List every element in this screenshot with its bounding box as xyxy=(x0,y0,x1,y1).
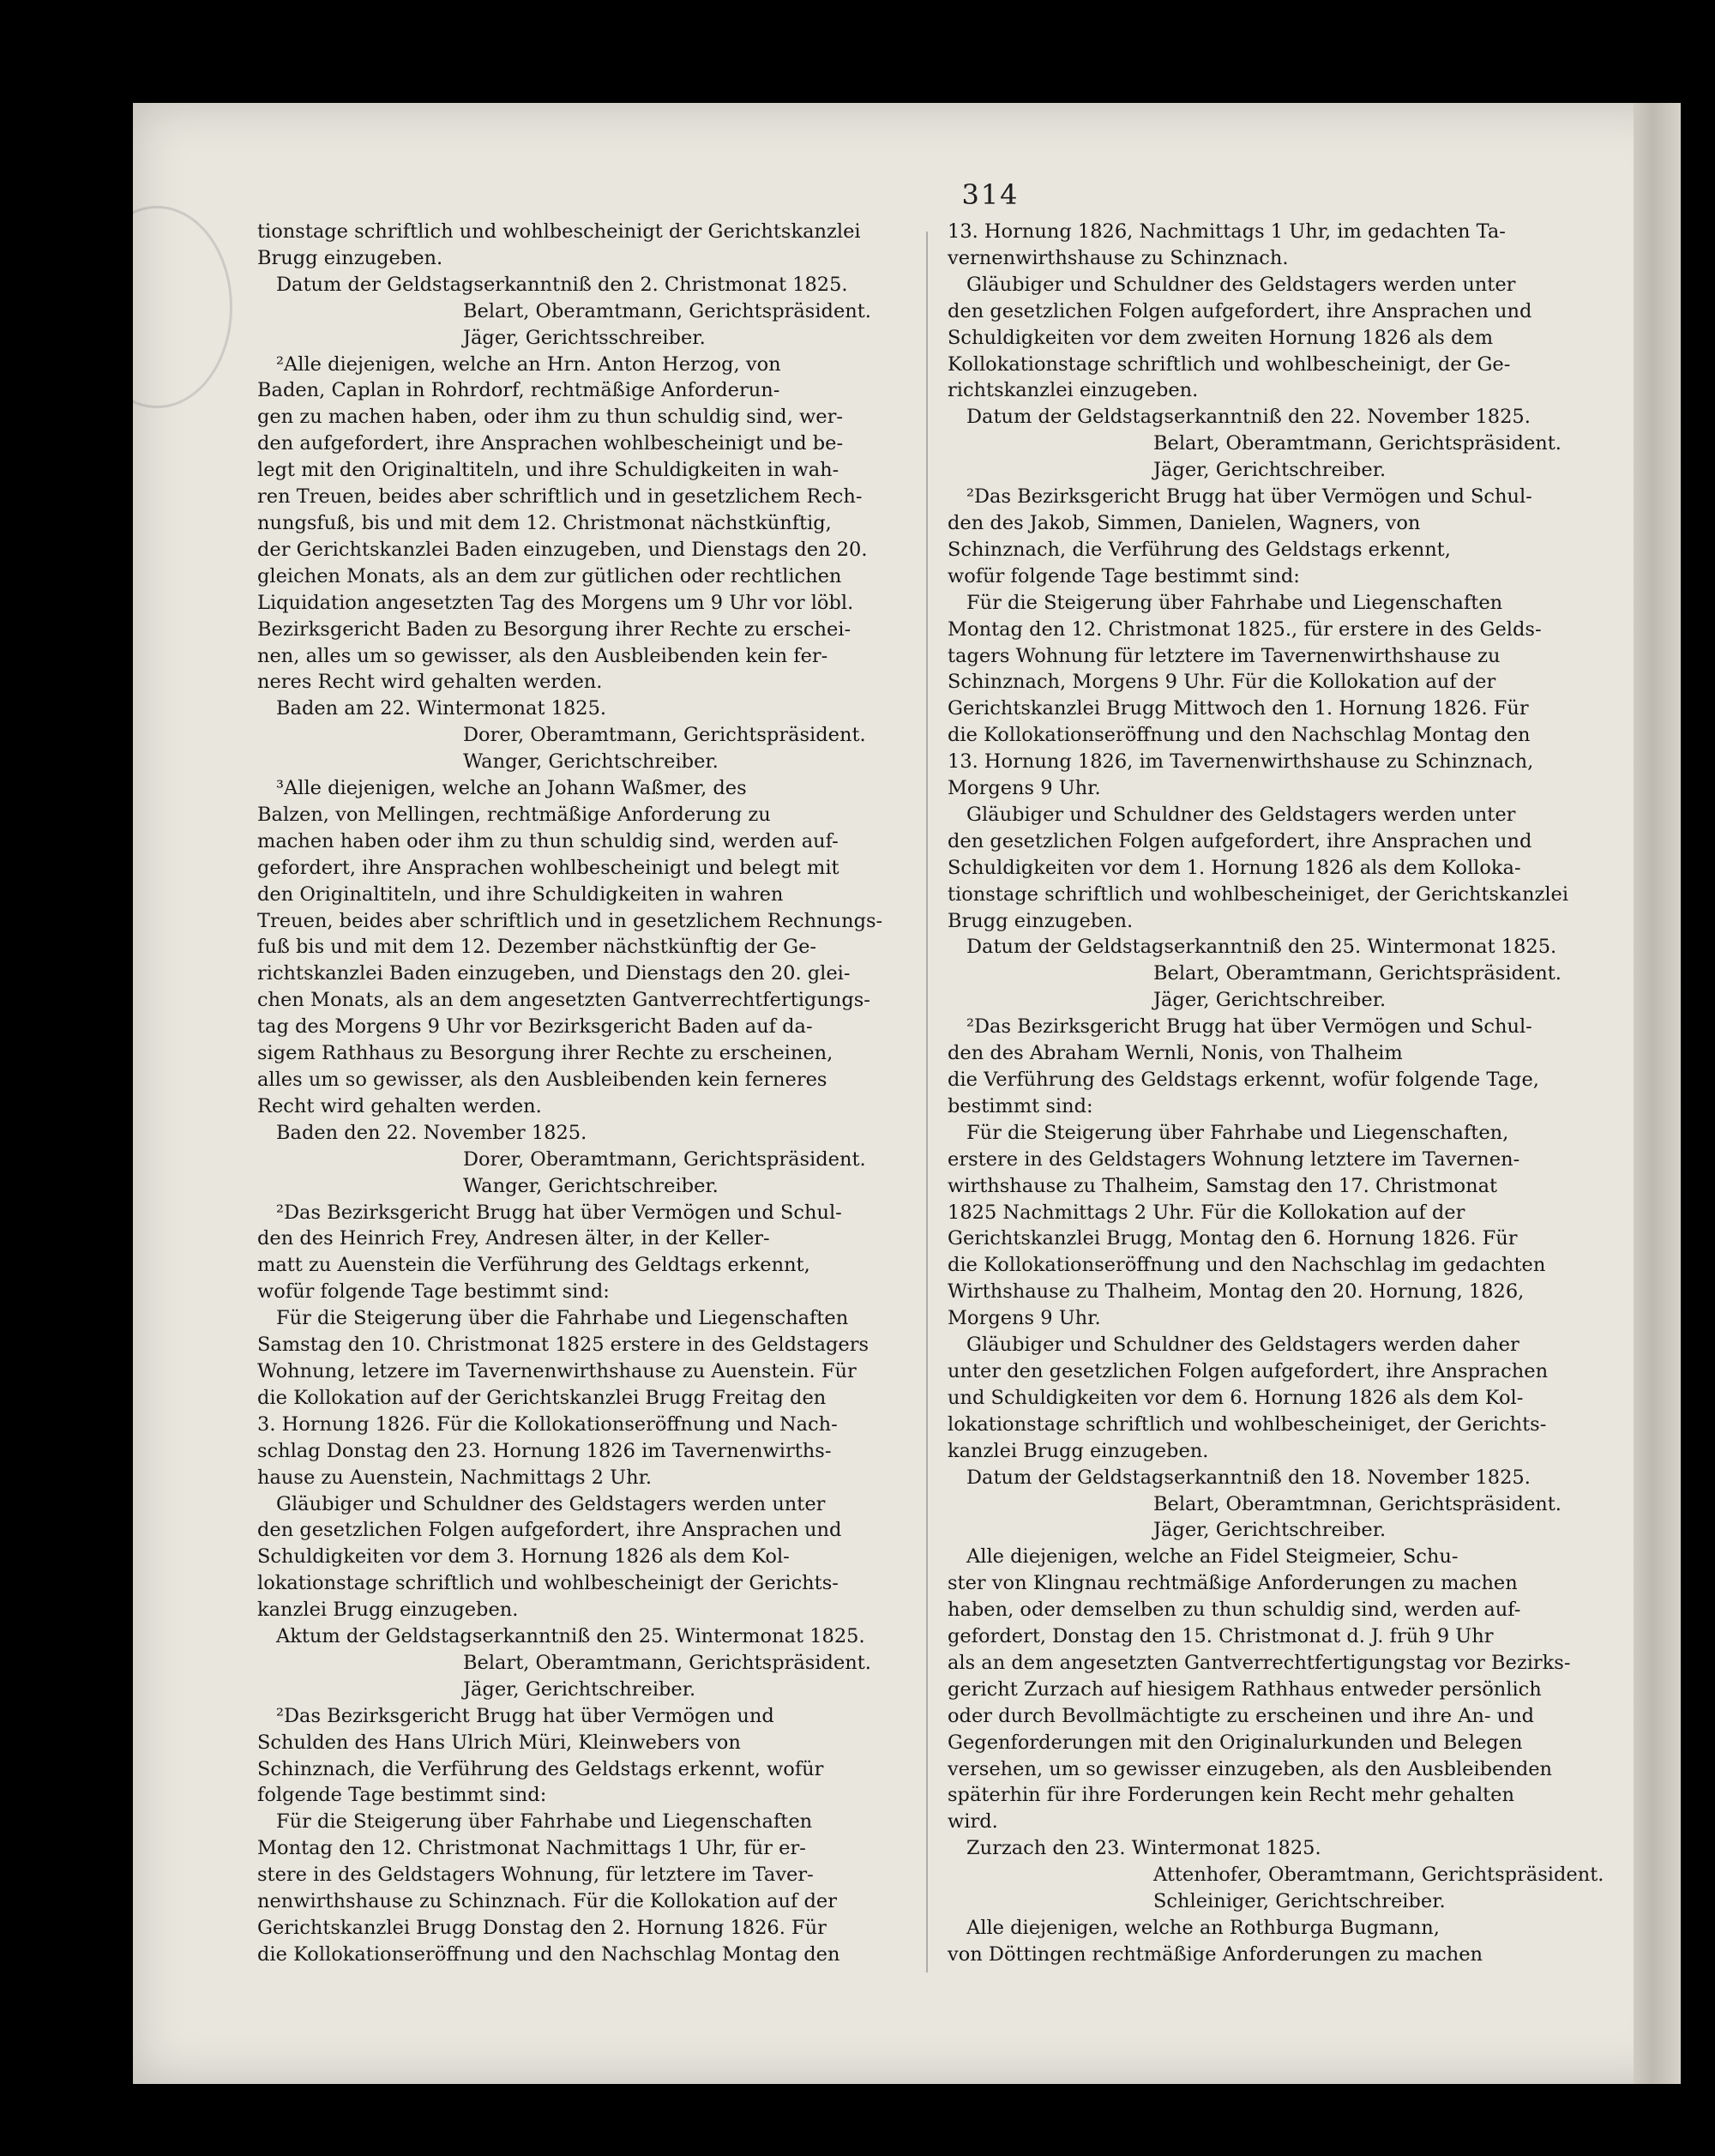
text-line: wofür folgende Tage bestimmt sind: xyxy=(948,564,1300,587)
text-line: Gerichtskanzlei Brugg Mittwoch den 1. Hornung 1826. Für xyxy=(948,697,1529,720)
text-line: ren Treuen, beides aber schriftlich und in gesetzlichem Rech- xyxy=(257,485,863,509)
text-line: Baden den 22. November 1825. xyxy=(276,1121,587,1144)
text-line: Baden am 22. Wintermonat 1825. xyxy=(276,697,607,720)
text-line: Wanger, Gerichtschreiber. xyxy=(463,750,719,774)
text-line: den gesetzlichen Folgen aufgefordert, ihre Ansprachen und xyxy=(948,829,1532,852)
text-line: Schinznach, die Verführung des Geldstags erkennt, wofür xyxy=(257,1757,824,1780)
text-line: Kollokationstage schriftlich und wohlbescheinigt, der Ge- xyxy=(948,352,1511,376)
text-line: ³Alle diejenigen, welche an Johann Waßmer, des xyxy=(276,777,747,800)
text-line: Baden, Caplan in Rohrdorf, rechtmäßige Anforderun- xyxy=(257,379,780,402)
text-line: tionstage schriftlich und wohlbescheinigt der Gerichtskanzlei xyxy=(257,220,861,243)
text-line: lokationstage schriftlich und wohlbescheinigt der Gerichts- xyxy=(257,1572,839,1595)
text-line: Jäger, Gerichtschreiber. xyxy=(1153,989,1387,1012)
text-line: gefordert, Donstag den 15. Christmonat d. J. früh 9 Uhr xyxy=(948,1625,1494,1648)
text-line: Gläubiger und Schuldner des Geldstagers werden unter xyxy=(276,1492,826,1515)
text-line: Alle diejenigen, welche an Rothburga Bugmann, xyxy=(966,1917,1440,1939)
text-line: Montag den 12. Christmonat 1825., für erstere in des Gelds- xyxy=(948,617,1542,641)
text-line: Gläubiger und Schuldner des Geldstagers werden daher xyxy=(966,1334,1519,1357)
text-line: als an dem angesetzten Gantverrechtfertigungstag vor Bezirks- xyxy=(948,1651,1571,1674)
text-line: Jäger, Gerichtschreiber. xyxy=(1153,1519,1387,1542)
text-line: oder durch Bevollmächtigte zu erscheinen und ihre An- und xyxy=(948,1704,1535,1727)
text-line: wird. xyxy=(948,1810,998,1834)
text-line: wirthshause zu Thalheim, Samstag den 17. Christmonat xyxy=(948,1174,1498,1197)
text-line: 13. Hornung 1826, im Tavernenwirthshause zu Schinznach, xyxy=(948,750,1534,774)
text-line: machen haben oder ihm zu thun schuldig sind, werden auf- xyxy=(257,829,839,852)
text-line: Schuldigkeiten vor dem 3. Hornung 1826 als dem Kol- xyxy=(257,1545,790,1569)
text-line: der Gerichtskanzlei Baden einzugeben, und Dienstags den 20. xyxy=(257,538,868,561)
text-line: haben, oder demselben zu thun schuldig sind, werden auf- xyxy=(948,1599,1521,1622)
text-line: Aktum der Geldstagserkanntniß den 25. Wintermonat 1825. xyxy=(276,1625,865,1648)
text-line: gleichen Monats, als an dem zur gütlichen oder rechtlichen xyxy=(257,564,842,587)
text-line: Zurzach den 23. Wintermonat 1825. xyxy=(966,1837,1321,1860)
text-line: die Kollokationseröffnung und den Nachschlag Montag den xyxy=(257,1942,840,1966)
text-line: Belart, Oberamtmnan, Gerichtspräsident. xyxy=(1153,1492,1562,1515)
text-line: Datum der Geldstagserkanntniß den 25. Wintermonat 1825. xyxy=(966,936,1557,959)
text-line: richtskanzlei Baden einzugeben, und Dienstags den 20. glei- xyxy=(257,962,851,985)
book-spine-edge xyxy=(1634,103,1681,2084)
right-column xyxy=(948,219,1634,1968)
text-line: Schinznach, Morgens 9 Uhr. Für die Kollokation auf der xyxy=(948,671,1496,694)
text-line: Dorer, Oberamtmann, Gerichtspräsident. xyxy=(463,1147,866,1171)
text-line: tag des Morgens 9 Uhr vor Bezirksgericht Baden auf da- xyxy=(257,1015,813,1039)
text-line: Für die Steigerung über Fahrhabe und Liegenschaften xyxy=(966,591,1503,614)
text-line: chen Monats, als an dem angesetzten Gantverrechtfertigungs- xyxy=(257,989,870,1012)
text-line: ²Das Bezirksgericht Brugg hat über Vermögen und xyxy=(276,1704,774,1727)
text-line: Schuldigkeiten vor dem zweiten Hornung 1826 als dem xyxy=(948,326,1494,349)
text-line: sigem Rathhaus zu Besorgung ihrer Rechte zu erscheinen, xyxy=(257,1042,833,1065)
text-line: gen zu machen haben, oder ihm zu thun schuldig sind, wer- xyxy=(257,406,843,429)
text-line: die Kollokation auf der Gerichtskanzlei Brugg Freitag den xyxy=(257,1386,827,1409)
text-line: Attenhofer, Oberamtmann, Gerichtspräsident. xyxy=(1153,1864,1604,1887)
text-line: folgende Tage bestimmt sind: xyxy=(257,1784,547,1807)
text-line: Für die Steigerung über Fahrhabe und Liegenschaften, xyxy=(966,1121,1509,1144)
text-line: Datum der Geldstagserkanntniß den 2. Christmonat 1825. xyxy=(276,273,848,296)
text-line: Gerichtskanzlei Brugg, Montag den 6. Hornung 1826. Für xyxy=(948,1227,1518,1250)
text-line: von Döttingen rechtmäßige Anforderungen zu machen xyxy=(948,1942,1483,1966)
text-line: Brugg einzugeben. xyxy=(257,246,443,269)
text-line: Bezirksgericht Baden zu Besorgung ihrer Rechte zu erschei- xyxy=(257,617,851,641)
text-line: Morgens 9 Uhr. xyxy=(948,1307,1101,1330)
text-line: fuß bis und mit dem 12. Dezember nächstkünftig der Ge- xyxy=(257,936,817,959)
text-line: stere in des Geldstagers Wohnung, für letztere im Taver- xyxy=(257,1864,814,1887)
text-line: bestimmt sind: xyxy=(948,1094,1093,1117)
text-line: Datum der Geldstagserkanntniß den 18. November 1825. xyxy=(966,1466,1531,1489)
left-column xyxy=(257,219,969,1968)
text-line: Belart, Oberamtmann, Gerichtspräsident. xyxy=(1153,962,1562,985)
text-line: Samstag den 10. Christmonat 1825 erstere in des Geldstagers xyxy=(257,1334,870,1357)
text-line: Belart, Oberamtmann, Gerichtspräsident. xyxy=(1153,432,1562,455)
text-line: den aufgefordert, ihre Ansprachen wohlbescheinigt und be- xyxy=(257,432,844,455)
text-line: neres Recht wird gehalten werden. xyxy=(257,671,603,694)
text-line: Recht wird gehalten werden. xyxy=(257,1094,542,1117)
text-line: Schinznach, die Verführung des Geldstags erkennt, xyxy=(948,538,1451,561)
text-line: wofür folgende Tage bestimmt sind: xyxy=(257,1280,610,1304)
text-line: Belart, Oberamtmann, Gerichtspräsident. xyxy=(463,299,871,322)
text-line: gefordert, ihre Ansprachen wohlbescheinigt und belegt mit xyxy=(257,856,839,879)
text-line: Alle diejenigen, welche an Fidel Steigmeier, Schu- xyxy=(966,1545,1459,1569)
text-line: Belart, Oberamtmann, Gerichtspräsident. xyxy=(463,1651,871,1674)
text-line: Wohnung, letzere im Tavernenwirthshause zu Auenstein. Für xyxy=(257,1359,857,1382)
text-line: versehen, um so gewisser einzugeben, als den Ausbleibenden xyxy=(948,1757,1553,1780)
text-line: 3. Hornung 1826. Für die Kollokationseröffnung und Nach- xyxy=(257,1412,838,1436)
text-line: die Verführung des Geldstags erkennt, wofür folgende Tage, xyxy=(948,1069,1539,1091)
text-line: den gesetzlichen Folgen aufgefordert, ihre Ansprachen und xyxy=(948,299,1532,322)
text-line: Für die Steigerung über Fahrhabe und Liegenschaften xyxy=(276,1810,813,1834)
text-line: Für die Steigerung über die Fahrhabe und Liegenschaften xyxy=(276,1307,849,1330)
text-line: 13. Hornung 1826, Nachmittags 1 Uhr, im gedachten Ta- xyxy=(948,220,1506,243)
text-line: hause zu Auenstein, Nachmittags 2 Uhr. xyxy=(257,1466,653,1489)
text-line: Jäger, Gerichtschreiber. xyxy=(1153,459,1387,482)
text-line: kanzlei Brugg einzugeben. xyxy=(257,1599,519,1622)
text-line: Jäger, Gerichtschreiber. xyxy=(463,1677,696,1701)
text-line: Schuldigkeiten vor dem 1. Hornung 1826 als dem Kolloka- xyxy=(948,856,1521,879)
text-line: vernenwirthshause zu Schinznach. xyxy=(948,246,1289,269)
text-line: Morgens 9 Uhr. xyxy=(948,777,1101,800)
text-line: Gläubiger und Schuldner des Geldstagers werden unter xyxy=(966,803,1516,826)
text-line: 1825 Nachmittags 2 Uhr. Für die Kollokation auf der xyxy=(948,1201,1465,1224)
text-line: richtskanzlei einzugeben. xyxy=(948,379,1199,402)
text-line: Gerichtskanzlei Brugg Donstag den 2. Hornung 1826. Für xyxy=(257,1917,827,1939)
text-line: die Kollokationseröffnung und den Nachschlag im gedachten xyxy=(948,1254,1546,1277)
text-line: Dorer, Oberamtmann, Gerichtspräsident. xyxy=(463,724,866,747)
text-line: alles um so gewisser, als den Ausbleibenden kein ferneres xyxy=(257,1069,827,1091)
page-number: 314 xyxy=(961,178,1020,211)
newspaper-page xyxy=(133,103,1681,2084)
text-line: ²Das Bezirksgericht Brugg hat über Vermögen und Schul- xyxy=(966,1015,1532,1039)
text-line: den gesetzlichen Folgen aufgefordert, ihre Ansprachen und xyxy=(257,1519,842,1542)
text-line: Gegenforderungen mit den Originalurkunden und Belegen xyxy=(948,1731,1523,1754)
text-line: den des Abraham Wernli, Nonis, von Thalheim xyxy=(948,1042,1403,1065)
text-line: Treuen, beides aber schriftlich und in gesetzlichem Rechnungs- xyxy=(257,909,883,932)
text-line: und Schuldigkeiten vor dem 6. Hornung 1826 als dem Kol- xyxy=(948,1386,1524,1409)
text-line: nenwirthshause zu Schinznach. Für die Kollokation auf der xyxy=(257,1890,837,1913)
text-line: die Kollokationseröffnung und den Nachschlag Montag den xyxy=(948,724,1531,747)
text-line: Wanger, Gerichtschreiber. xyxy=(463,1174,719,1197)
text-line: erstere in des Geldstagers Wohnung letztere im Tavernen- xyxy=(948,1147,1520,1171)
text-line: Wirthshause zu Thalheim, Montag den 20. Hornung, 1826, xyxy=(948,1280,1525,1304)
text-line: matt zu Auenstein die Verführung des Geldtags erkennt, xyxy=(257,1254,810,1277)
text-line: späterhin für ihre Forderungen kein Recht mehr gehalten xyxy=(948,1784,1514,1807)
text-line: legt mit den Originaltiteln, und ihre Schuldigkeiten in wah- xyxy=(257,459,839,482)
text-line: lokationstage schriftlich und wohlbescheiniget, der Gerichts- xyxy=(948,1412,1547,1436)
text-line: gericht Zurzach auf hiesigem Rathhaus entweder persönlich xyxy=(948,1677,1542,1701)
text-line: Schulden des Hans Ulrich Müri, Kleinwebers von xyxy=(257,1731,741,1754)
text-line: ²Alle diejenigen, welche an Hrn. Anton Herzog, von xyxy=(276,352,781,376)
text-line: schlag Donstag den 23. Hornung 1826 im Tavernenwirths- xyxy=(257,1439,832,1462)
text-line: nen, alles um so gewisser, als den Ausbleibenden kein fer- xyxy=(257,644,828,667)
text-line: ²Das Bezirksgericht Brugg hat über Vermögen und Schul- xyxy=(966,485,1532,509)
text-line: ster von Klingnau rechtmäßige Anforderungen zu machen xyxy=(948,1572,1518,1595)
text-line: Gläubiger und Schuldner des Geldstagers werden unter xyxy=(966,273,1516,296)
text-line: Brugg einzugeben. xyxy=(948,909,1134,932)
text-line: tagers Wohnung für letztere im Tavernenwirthshause zu xyxy=(948,644,1501,667)
text-line: Schleiniger, Gerichtschreiber. xyxy=(1153,1890,1446,1913)
text-line: Jäger, Gerichtsschreiber. xyxy=(463,326,706,349)
text-line: unter den gesetzlichen Folgen aufgefordert, ihre Ansprachen xyxy=(948,1359,1549,1382)
text-line: tionstage schriftlich und wohlbescheiniget, der Gerichtskanzlei xyxy=(948,882,1569,906)
text-line: Montag den 12. Christmonat Nachmittags 1 Uhr, für er- xyxy=(257,1837,806,1860)
text-line: den des Jakob, Simmen, Danielen, Wagners, von xyxy=(948,511,1421,534)
text-line: den Originaltiteln, und ihre Schuldigkeiten in wahren xyxy=(257,882,784,906)
text-line: ²Das Bezirksgericht Brugg hat über Vermögen und Schul- xyxy=(276,1201,842,1224)
text-line: kanzlei Brugg einzugeben. xyxy=(948,1439,1209,1462)
text-line: nungsfuß, bis und mit dem 12. Christmonat nächstkünftig, xyxy=(257,511,832,534)
text-line: Datum der Geldstagserkanntniß den 22. November 1825. xyxy=(966,406,1531,429)
text-line: Liquidation angesetzten Tag des Morgens um 9 Uhr vor löbl. xyxy=(257,591,854,614)
text-line: Balzen, von Mellingen, rechtmäßige Anforderung zu xyxy=(257,803,771,826)
text-line: den des Heinrich Frey, Andresen älter, in der Keller- xyxy=(257,1227,770,1250)
